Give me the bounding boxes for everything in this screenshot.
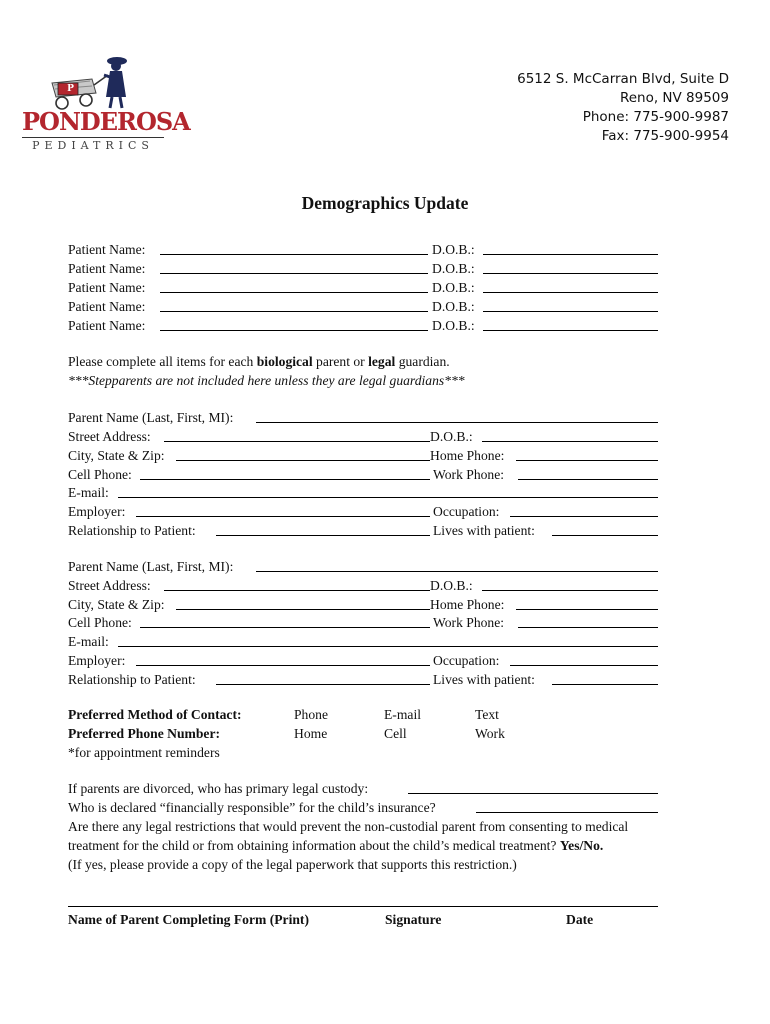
logo-monogram: P [67, 84, 74, 94]
financial-row [68, 798, 658, 817]
phone-option-home[interactable]: Home [294, 726, 328, 741]
patient-dob-label: D.O.B.: [432, 299, 475, 314]
custody-field[interactable] [408, 793, 658, 794]
patient-name-label: Patient Name: [68, 261, 146, 276]
contact-option-email[interactable]: E-mail [384, 707, 421, 722]
parent-name-label: Parent Name (Last, First, MI): [68, 559, 234, 574]
address-phone: Phone: 775-900-9987 [582, 109, 729, 125]
occupation-field[interactable] [510, 516, 658, 517]
cell-row [68, 613, 658, 632]
custody-question: If parents are divorced, who has primary legal custody: [68, 781, 369, 796]
patient-row [68, 316, 658, 335]
restriction-note: (If yes, please provide a copy of the legal paperwork that supports this restriction.) [68, 857, 517, 872]
patient-name-field[interactable] [160, 330, 428, 331]
relationship-field[interactable] [216, 684, 430, 685]
parent-name-label: Parent Name (Last, First, MI): [68, 410, 234, 425]
patient-row [68, 259, 658, 278]
address-street: 6512 S. McCarran Blvd, Suite D [517, 71, 729, 87]
street-label: Street Address: [68, 578, 151, 593]
instructions-legal: legal [368, 354, 396, 369]
email-row [68, 632, 658, 651]
restriction-question-text: treatment for the child or from obtaining information about the child’s medical treatment? [68, 838, 560, 853]
occupation-label: Occupation: [433, 504, 500, 519]
phone-option-work[interactable]: Work [475, 726, 505, 741]
lives-with-field[interactable] [552, 535, 658, 536]
employer-row [68, 651, 658, 670]
instructions-biological: biological [256, 354, 313, 369]
logo-subtitle: PEDIATRICS [32, 139, 154, 152]
home-phone-field[interactable] [516, 460, 658, 461]
patient-name-label: Patient Name: [68, 280, 146, 295]
home-phone-field[interactable] [516, 609, 658, 610]
street-field[interactable] [164, 441, 430, 442]
patient-dob-label: D.O.B.: [432, 261, 475, 276]
stepparents-note: ***Stepparents are not included here unless they are legal guardians*** [68, 373, 465, 388]
ponderosa-logo [22, 53, 190, 157]
occupation-label: Occupation: [433, 653, 500, 668]
city-row [68, 446, 658, 465]
city-field[interactable] [176, 460, 430, 461]
work-phone-label: Work Phone: [433, 467, 505, 482]
patient-name-label: Patient Name: [68, 318, 146, 333]
email-field[interactable] [118, 646, 658, 647]
financial-field[interactable] [476, 812, 658, 813]
custody-row [68, 779, 658, 798]
employer-field[interactable] [136, 665, 430, 666]
occupation-field[interactable] [510, 665, 658, 666]
footnote-row [68, 743, 658, 762]
clinic-address [517, 70, 729, 146]
work-phone-label: Work Phone: [433, 615, 505, 630]
parent-name-row [68, 408, 658, 427]
signature-line[interactable] [68, 906, 658, 907]
dob-label: D.O.B.: [430, 429, 473, 444]
patient-name-label: Patient Name: [68, 242, 146, 257]
phone-number-label: Preferred Phone Number: [68, 726, 221, 741]
employer-label: Employer: [68, 653, 126, 668]
email-row [68, 483, 658, 502]
patient-dob-field[interactable] [483, 292, 658, 293]
street-row [68, 576, 658, 595]
patient-name-field[interactable] [160, 273, 428, 274]
phone-number-row [68, 724, 658, 743]
date-label: Date [566, 912, 594, 927]
cell-row [68, 465, 658, 484]
relationship-row [68, 521, 658, 540]
email-label: E-mail: [68, 485, 109, 500]
patient-dob-field[interactable] [483, 273, 658, 274]
lives-with-field[interactable] [552, 684, 658, 685]
restriction-question: Are there any legal restrictions that would prevent the non-custodial parent from consenting to medical [68, 819, 629, 834]
patient-dob-label: D.O.B.: [432, 280, 475, 295]
contact-option-phone[interactable]: Phone [294, 707, 328, 722]
parent-name-field[interactable] [256, 422, 658, 423]
patient-row [68, 297, 658, 316]
parent-print-name-label: Name of Parent Completing Form (Print) [68, 912, 309, 927]
patient-name-field[interactable] [160, 292, 428, 293]
city-field[interactable] [176, 609, 430, 610]
email-label: E-mail: [68, 634, 109, 649]
parent-name-field[interactable] [256, 571, 658, 572]
patient-row [68, 240, 658, 259]
dob-label: D.O.B.: [430, 578, 473, 593]
dob-field[interactable] [482, 590, 658, 591]
logo-rule [22, 137, 164, 138]
cell-phone-label: Cell Phone: [68, 467, 132, 482]
page-title: Demographics Update [301, 193, 469, 213]
address-city: Reno, NV 89509 [619, 90, 729, 106]
employer-label: Employer: [68, 504, 126, 519]
relationship-field[interactable] [216, 535, 430, 536]
restriction-question-cont [68, 836, 603, 855]
employer-row [68, 502, 658, 521]
dob-field[interactable] [482, 441, 658, 442]
patient-row [68, 278, 658, 297]
cell-phone-field[interactable] [140, 627, 430, 628]
employer-field[interactable] [136, 516, 430, 517]
financial-question: Who is declared “financially responsible” for the child’s insurance? [68, 800, 436, 815]
work-phone-field[interactable] [518, 479, 658, 480]
relationship-label: Relationship to Patient: [68, 523, 196, 538]
patient-dob-label: D.O.B.: [432, 242, 475, 257]
cell-phone-field[interactable] [140, 479, 430, 480]
lives-with-label: Lives with patient: [433, 672, 535, 687]
contact-method-label: Preferred Method of Contact: [68, 707, 242, 722]
instructions-text: Please complete all items for each [68, 354, 257, 369]
phone-option-cell[interactable]: Cell [384, 726, 407, 741]
instructions-text: parent or [312, 354, 369, 369]
patient-dob-field[interactable] [483, 254, 658, 255]
instructions [68, 352, 450, 371]
patient-dob-label: D.O.B.: [432, 318, 475, 333]
yes-no-answer[interactable]: Yes/No. [559, 838, 604, 853]
home-phone-label: Home Phone: [430, 448, 505, 463]
patient-name-field[interactable] [160, 254, 428, 255]
patient-name-label: Patient Name: [68, 299, 146, 314]
logo-name: PONDEROSA [22, 107, 190, 136]
email-field[interactable] [118, 497, 658, 498]
signature-label: Signature [385, 912, 442, 927]
relationship-row [68, 670, 658, 689]
street-label: Street Address: [68, 429, 151, 444]
home-phone-label: Home Phone: [430, 597, 505, 612]
lives-with-label: Lives with patient: [433, 523, 535, 538]
appointment-footnote: *for appointment reminders [68, 745, 220, 760]
city-label: City, State & Zip: [68, 448, 165, 463]
address-fax: Fax: 775-900-9954 [601, 128, 729, 144]
parent-name-row [68, 557, 658, 576]
street-field[interactable] [164, 590, 430, 591]
patient-dob-field[interactable] [483, 311, 658, 312]
work-phone-field[interactable] [518, 627, 658, 628]
contact-option-text[interactable]: Text [475, 707, 499, 722]
street-row [68, 427, 658, 446]
contact-method-row [68, 705, 658, 724]
cell-phone-label: Cell Phone: [68, 615, 132, 630]
instructions-text: guardian. [395, 354, 450, 369]
city-row [68, 595, 658, 614]
patient-dob-field[interactable] [483, 330, 658, 331]
city-label: City, State & Zip: [68, 597, 165, 612]
relationship-label: Relationship to Patient: [68, 672, 196, 687]
patient-name-field[interactable] [160, 311, 428, 312]
